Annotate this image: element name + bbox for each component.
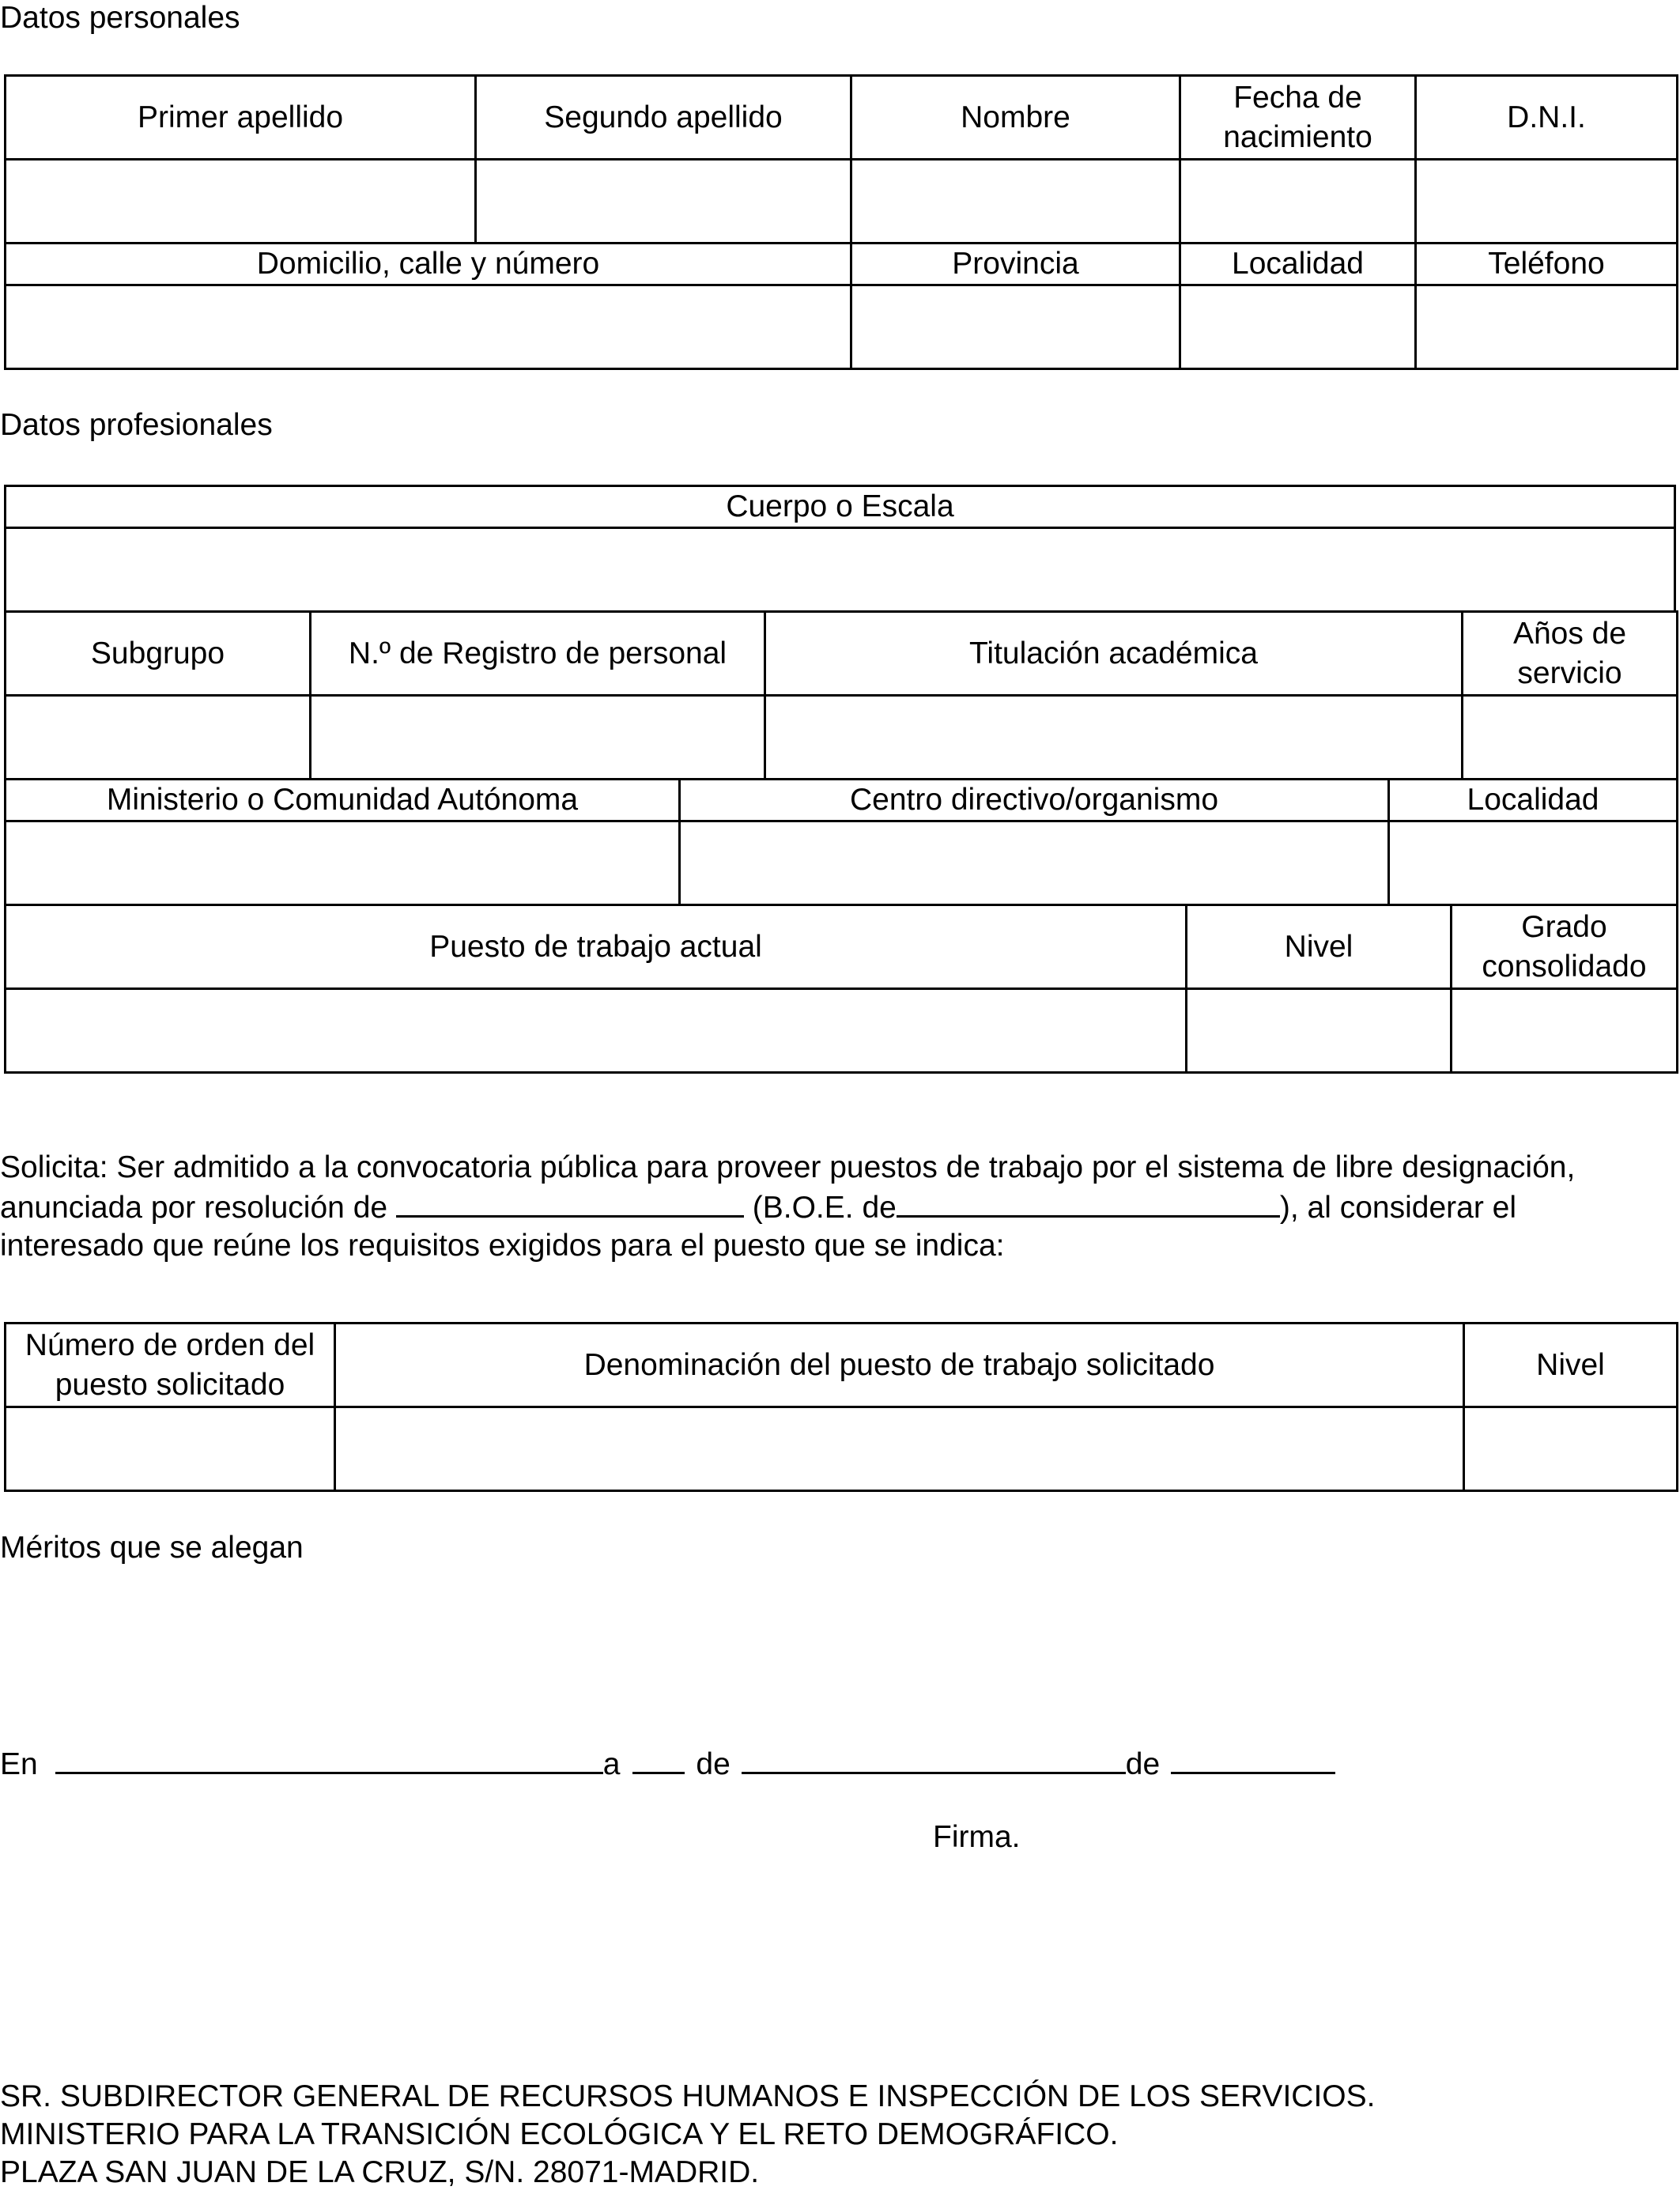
signature-label: Firma. [933, 1820, 1021, 1854]
boe-date-blank[interactable] [897, 1187, 1280, 1218]
request-word-de: de [353, 1191, 388, 1225]
field-fecha-nacimiento[interactable] [1180, 160, 1416, 244]
month-blank[interactable] [742, 1743, 1126, 1774]
addressee-line-2: MINISTERIO PARA LA TRANSICIÓN ECOLÓGICA Y EL RETO DEMOGRÁFICO. [0, 2117, 1119, 2151]
header-localidad-profesional: Localidad [1389, 780, 1678, 821]
field-segundo-apellido[interactable] [476, 160, 851, 244]
header-denominacion-puesto: Denominación del puesto de trabajo solicitado [335, 1324, 1464, 1407]
request-word-al: al [1307, 1191, 1331, 1225]
header-subgrupo: Subgrupo [6, 612, 311, 696]
ministerio-input-row [6, 821, 1678, 905]
header-nivel-solicitado: Nivel [1464, 1324, 1678, 1407]
cuerpo-input-row [6, 528, 1675, 612]
field-ministerio[interactable] [6, 821, 680, 905]
resolution-blank[interactable] [396, 1187, 744, 1218]
header-centro-directivo: Centro directivo/organismo [680, 780, 1389, 821]
header-fecha-nacimiento: Fecha de nacimiento [1180, 76, 1416, 160]
addressee-line-3: PLAZA SAN JUAN DE LA CRUZ, S/N. 28071-MADRID. [0, 2155, 760, 2189]
header-anos-servicio: Años de servicio [1463, 612, 1678, 696]
date-line [0, 1743, 1335, 1784]
day-blank[interactable] [632, 1743, 685, 1774]
date-a-label: a [602, 1747, 621, 1781]
date-en-label: En [0, 1747, 38, 1781]
personal-data-heading: Datos personales [0, 1, 240, 35]
header-titulacion: Titulación académica [765, 612, 1463, 696]
field-localidad[interactable] [1180, 285, 1416, 369]
field-dni[interactable] [1416, 160, 1678, 244]
header-grado-consolidado: Grado consolidado [1452, 905, 1678, 989]
field-subgrupo[interactable] [6, 696, 311, 780]
date-de-label-2: de [1125, 1747, 1161, 1781]
professional-cuerpo-table [4, 485, 1676, 613]
addressee-block [0, 2078, 1375, 2192]
field-titulacion[interactable] [765, 696, 1463, 780]
personal-input-row-2 [6, 285, 1678, 369]
header-segundo-apellido: Segundo apellido [476, 76, 851, 160]
year-blank[interactable] [1171, 1743, 1335, 1774]
request-word-close: ), [1279, 1191, 1299, 1225]
request-line-1: Solicita: Ser admitido a la convocatoria pública para proveer puestos de trabajo por el sistema de libre designación, [0, 1150, 1576, 1184]
field-domicilio[interactable] [6, 285, 851, 369]
header-nombre: Nombre [851, 76, 1180, 160]
request-word-resolucion: resolución [204, 1191, 345, 1225]
request-word-considerar: considerar [1339, 1191, 1484, 1225]
field-localidad-profesional[interactable] [1389, 821, 1678, 905]
field-denominacion-puesto[interactable] [335, 1407, 1464, 1491]
personal-input-row-1 [6, 160, 1678, 244]
request-word-el: el [1492, 1191, 1517, 1225]
request-word-anunciada: anunciada [0, 1191, 142, 1225]
addressee-line-1: SR. SUBDIRECTOR GENERAL DE RECURSOS HUMANOS E INSPECCIÓN DE LOS SERVICIOS. [0, 2079, 1376, 2113]
subgrupo-input-row [6, 696, 1678, 780]
subgrupo-header-row [6, 612, 1678, 696]
professional-puesto-table [4, 904, 1678, 1074]
place-blank[interactable] [55, 1743, 603, 1774]
requested-position-table [4, 1322, 1678, 1492]
header-nivel-actual: Nivel [1187, 905, 1452, 989]
requested-input-row [6, 1407, 1678, 1491]
field-telefono[interactable] [1416, 285, 1678, 369]
header-primer-apellido: Primer apellido [6, 76, 476, 160]
field-grado-consolidado[interactable] [1452, 989, 1678, 1073]
personal-data-table [4, 74, 1678, 370]
field-nombre[interactable] [851, 160, 1180, 244]
professional-subgrupo-table [4, 610, 1678, 780]
field-anos-servicio[interactable] [1463, 696, 1678, 780]
field-registro-personal[interactable] [311, 696, 765, 780]
header-registro-personal: N.º de Registro de personal [311, 612, 765, 696]
puesto-header-row [6, 905, 1678, 989]
field-puesto-actual[interactable] [6, 989, 1187, 1073]
header-puesto-actual: Puesto de trabajo actual [6, 905, 1187, 989]
ministerio-header-row [6, 780, 1678, 821]
request-boe-label: (B.O.E. de [752, 1191, 897, 1225]
merits-heading: Méritos que se alegan [0, 1531, 304, 1565]
header-cuerpo-escala: Cuerpo o Escala [6, 486, 1675, 528]
date-de-label-1: de [696, 1747, 731, 1781]
field-nivel-solicitado[interactable] [1464, 1407, 1678, 1491]
field-cuerpo-escala[interactable] [6, 528, 1675, 612]
field-primer-apellido[interactable] [6, 160, 476, 244]
request-line-2 [0, 1187, 1676, 1227]
header-localidad: Localidad [1180, 244, 1416, 285]
request-paragraph [0, 1149, 1676, 1265]
professional-data-heading: Datos profesionales [0, 408, 273, 442]
personal-header-row-2 [6, 244, 1678, 285]
field-numero-orden[interactable] [6, 1407, 335, 1491]
professional-ministerio-table [4, 778, 1678, 906]
cuerpo-header-row [6, 486, 1675, 528]
requested-header-row [6, 1324, 1678, 1407]
puesto-input-row [6, 989, 1678, 1073]
field-provincia[interactable] [851, 285, 1180, 369]
header-domicilio: Domicilio, calle y número [6, 244, 851, 285]
boe-group [753, 1191, 1299, 1225]
header-numero-orden: Número de orden del puesto solicitado [6, 1324, 335, 1407]
field-nivel-actual[interactable] [1187, 989, 1452, 1073]
header-ministerio: Ministerio o Comunidad Autónoma [6, 780, 680, 821]
header-dni: D.N.I. [1416, 76, 1678, 160]
request-line-3: interesado que reúne los requisitos exigidos para el puesto que se indica: [0, 1229, 1005, 1263]
header-telefono: Teléfono [1416, 244, 1678, 285]
field-centro-directivo[interactable] [680, 821, 1389, 905]
personal-header-row-1 [6, 76, 1678, 160]
header-provincia: Provincia [851, 244, 1180, 285]
request-word-por: por [150, 1191, 196, 1225]
